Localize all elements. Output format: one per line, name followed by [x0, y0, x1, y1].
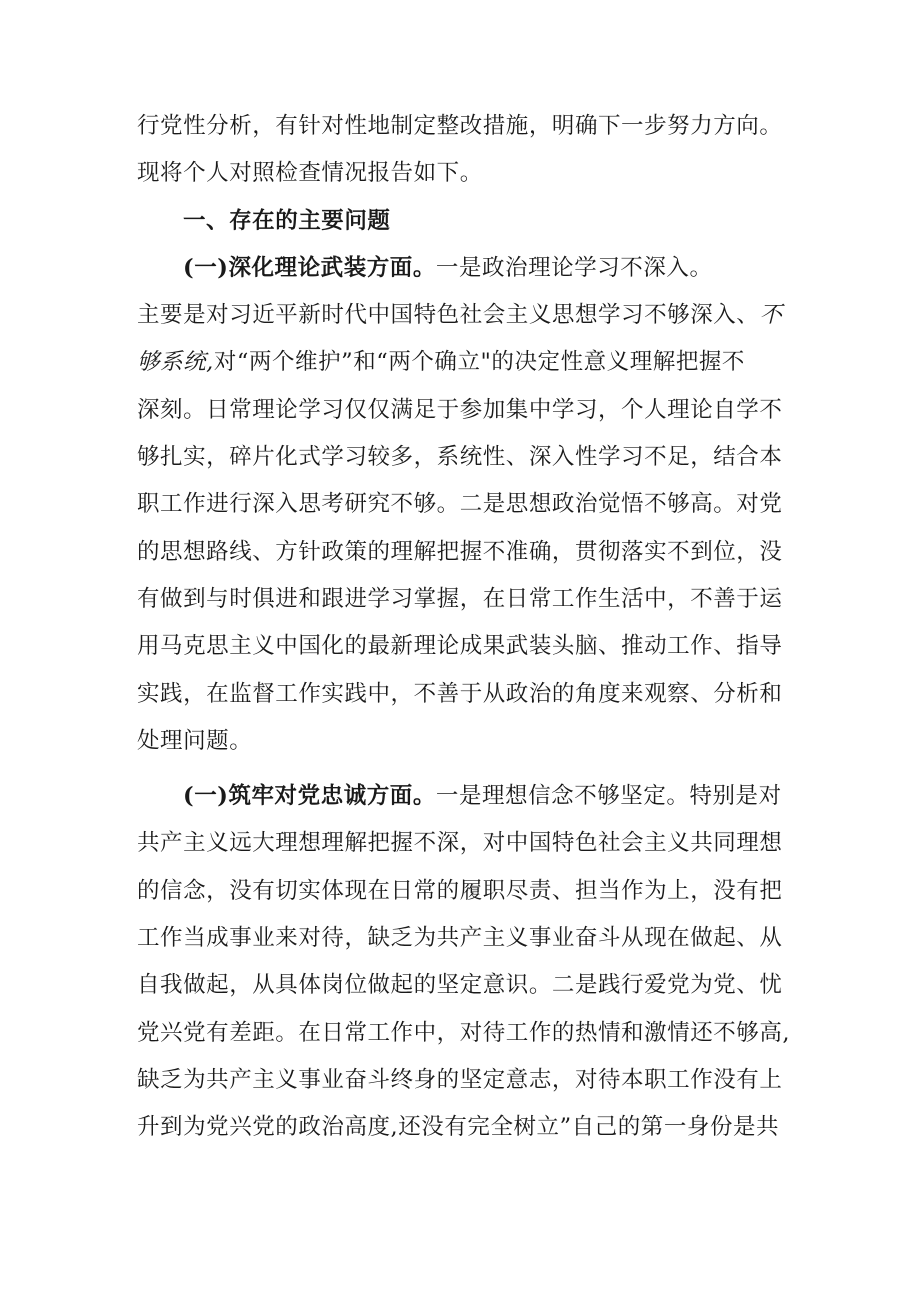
sub1-line-2-italic: 够系统,	[137, 349, 214, 376]
sub1-line-2-text: 对“两个维护”和“两个确立"的决定性意义理解把握不	[213, 349, 745, 376]
sub1-line-1-italic: 不	[759, 302, 783, 329]
sub1-label: (一)深化理论武装方面。	[183, 254, 436, 281]
sub1-line-3: 深刻。日常理论学习仅仅满足于参加集中学习，个人理论自学不	[137, 396, 783, 423]
sub2-line-7: 升到为党兴党的政治高度,还没有完全树立”自己的第一身份是共	[137, 1114, 780, 1141]
paragraph-gap	[137, 765, 797, 773]
sub1-line-7: 有做到与时俱进和跟进学习掌握，在日常工作生活中，不善于运	[137, 585, 783, 612]
intro-line-2: 现将个人对照检查情况报告如下。	[137, 160, 483, 187]
sub2-line-4: 自我做起，从具体岗位做起的坚定意识。二是践行爱党为党、忧	[137, 972, 783, 999]
sub1-line-5: 职工作进行深入思考研究不够。二是思想政治觉悟不够高。对党	[137, 491, 783, 518]
sub1-line-8: 用马克思主义中国化的最新理论成果武装头脑、推动工作、指导	[137, 633, 783, 660]
sub1-line-6: 的思想路线、方针政策的理解把握不准确，贯彻落实不到位，没	[137, 538, 783, 565]
document-body	[137, 103, 797, 1152]
section-heading: 一、存在的主要问题	[183, 207, 391, 234]
sub2-first-text: 一是理想信念不够坚定。特别是对	[435, 783, 782, 810]
sub1-line-1	[137, 292, 797, 339]
sub1-line-9: 实践，在监督工作实践中，不善于从政治的角度来观察、分析和	[137, 680, 783, 707]
sub2-label: (一)筑牢对党忠诚方面。	[183, 783, 436, 810]
sub2-line-3: 工作当成事业来对待，缺乏为共产主义事业奋斗从现在做起、从	[137, 925, 783, 952]
sub2-first-line	[137, 773, 797, 820]
sub1-first-text: 一是政治理论学习不深入。	[435, 254, 713, 281]
sub1-first-line	[137, 245, 797, 292]
sub2-line-2: 的信念，没有切实体现在日常的履职尽责、担当作为上，没有把	[137, 877, 783, 904]
sub1-line-4: 够扎实，碎片化式学习较多，系统性、深入性学习不足，结合本	[137, 444, 783, 471]
sub1-line-10: 处理问题。	[137, 727, 253, 754]
sub1-line-1-text: 主要是对习近平新时代中国特色社会主义思想学习不够深入、	[137, 302, 760, 329]
intro-line-1: 行党性分析，有针对性地制定整改措施，明确下一步努力方向。	[137, 113, 783, 139]
sub2-line-5: 党兴党有差距。在日常工作中，对待工作的热情和激情还不够高,	[137, 1019, 791, 1046]
sub2-line-1: 共产主义远大理想理解把握不深，对中国特色社会主义共同理想	[137, 830, 783, 857]
sub2-line-6: 缺乏为共产主义事业奋斗终身的坚定意志，对待本职工作没有上	[137, 1066, 783, 1093]
sub1-line-2	[137, 339, 797, 386]
